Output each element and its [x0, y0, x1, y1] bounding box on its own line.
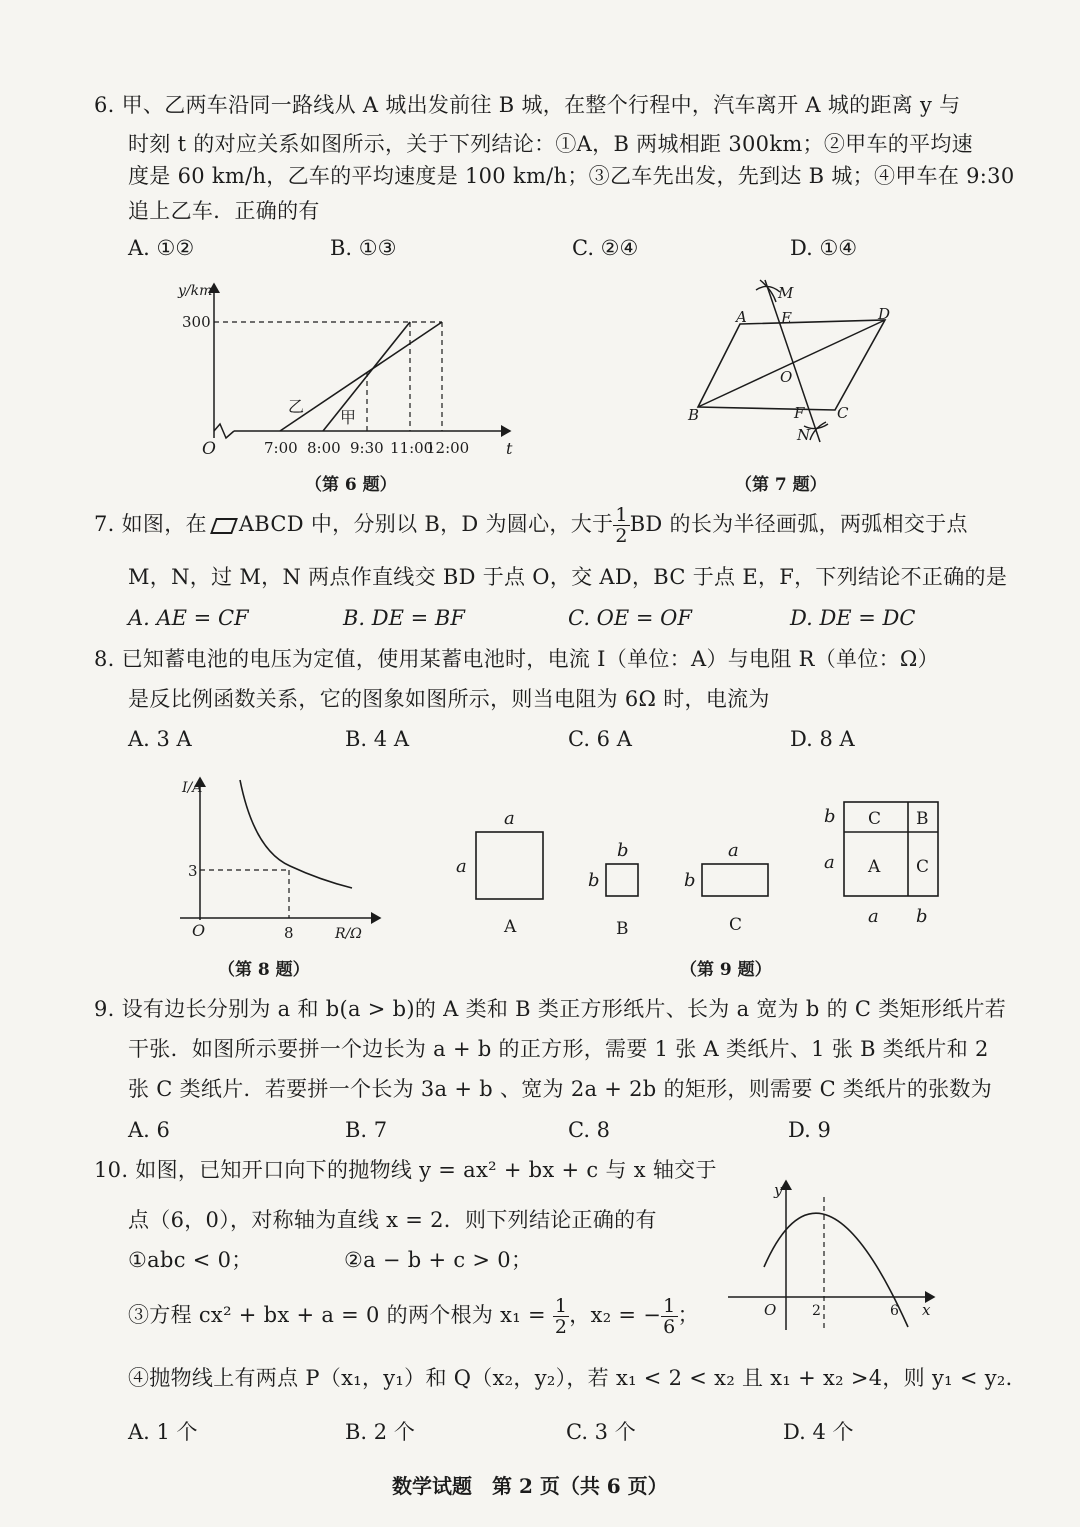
q9-c-left-label: b: [684, 870, 696, 891]
q9-card-b-square: [606, 864, 638, 896]
q10-line-1: 10. 如图，已知开口向下的抛物线 y = ax² + bx + c 与 x 轴交于: [94, 1158, 717, 1182]
q9-composite-bottom-b: b: [916, 906, 928, 927]
parallelogram-icon: [210, 518, 238, 534]
q10-item-3-pre: ③方程 cx² + bx + a = 0 的两个根为 x₁ =: [128, 1303, 546, 1327]
q8-caption: （第 8 题）: [218, 960, 310, 980]
q9-option-b[interactable]: B. 7: [345, 1118, 388, 1142]
q10-fraction-half: $\frac{1}{2}$: [554, 1295, 568, 1338]
q7-line-1-mid: ABCD 中，分别以 B，D 为圆心，大于: [238, 512, 614, 536]
q10-item-3: [128, 1290, 699, 1340]
q6-line-2: 时刻 t 的对应关系如图所示，关于下列结论：①A，B 两城相距 300km；②甲车的平均速: [128, 132, 973, 156]
q7-option-d[interactable]: D. DE = DC: [790, 606, 916, 630]
q9-caption: （第 9 题）: [680, 960, 772, 980]
q9-composite-left-a: a: [824, 852, 835, 873]
q8-x-label: R/Ω: [335, 926, 362, 942]
q9-card-a-square: [476, 832, 543, 899]
q6-origin: O: [202, 439, 216, 459]
q10-y-label: y: [774, 1181, 783, 1199]
q9-line-3: 张 C 类纸片．若要拼一个长为 3a + b 、宽为 2a + 2b 的矩形，则需要 C 类纸片的张数为: [128, 1077, 993, 1101]
q7-line-1-pre: 7. 如图，在: [94, 512, 207, 536]
q9-composite-c-right: C: [916, 857, 930, 877]
q7-option-a[interactable]: A. AE = CF: [128, 606, 249, 630]
q6-distance-time-graph: [178, 278, 530, 468]
q9-composite-bottom-a: a: [868, 906, 879, 927]
q6-axis-break: [214, 424, 234, 438]
q9-composite-c-top: C: [868, 809, 882, 829]
q8-line-2: 是反比例函数关系，它的图象如图所示，则当电阻为 6Ω 时，电流为: [128, 687, 770, 711]
q7-caption: （第 7 题）: [735, 475, 827, 495]
q6-y-label: y/km: [178, 283, 213, 299]
q7-point-c: C: [837, 404, 849, 422]
q10-item-3-mid: ，x₂ = −: [569, 1303, 662, 1327]
q10-option-d[interactable]: D. 4 个: [783, 1420, 854, 1444]
q9-c-top-label: a: [728, 840, 739, 861]
q9-a-left-label: a: [456, 856, 467, 877]
q10-item-4: ④抛物线上有两点 P（x₁，y₁）和 Q（x₂，y₂），若 x₁ < 2 < x₂ 且 x₁ + x₂ >4，则 y₁ < y₂．: [128, 1366, 1027, 1390]
q7-diagonal-bd: [698, 320, 885, 407]
q10-parabola-graph: [720, 1175, 940, 1335]
q8-inverse-graph: [170, 770, 385, 950]
q6-x-tick-1100: 11:00: [390, 439, 434, 457]
q10-item-2: ②a − b + c > 0；: [344, 1248, 533, 1272]
q7-parallelogram-figure: [680, 272, 910, 447]
q10-tick-6: 6: [890, 1303, 899, 1319]
q10-line-2: 点（6，0），对称轴为直线 x = 2．则下列结论正确的有: [128, 1208, 657, 1232]
q6-option-b[interactable]: B. ①③: [330, 236, 397, 260]
q10-fraction-sixth: $\frac{1}{6}$: [663, 1295, 676, 1338]
q7-line-mn: [765, 280, 820, 442]
q10-item-3-post: ；: [677, 1303, 699, 1327]
q9-composite-a: A: [868, 857, 881, 877]
q10-origin: O: [764, 1301, 777, 1319]
q7-point-b: B: [688, 406, 700, 424]
q8-curve: [240, 780, 352, 888]
q6-line-1: 6. 甲、乙两车沿同一路线从 A 城出发前往 B 城，在整个行程中，汽车离开 A 城的距离 y 与: [94, 93, 961, 117]
q9-line-1: 9. 设有边长分别为 a 和 b(a > b)的 A 类和 B 类正方形纸片、长为 a 宽为 b 的 C 类矩形纸片若: [94, 997, 1007, 1021]
q6-x-tick-700: 7:00: [264, 439, 298, 457]
q7-line-2: M，N，过 M，N 两点作直线交 BD 于点 O，交 AD，BC 于点 E，F，下列结论不正确的是: [128, 565, 1008, 589]
q9-option-c[interactable]: C. 8: [568, 1118, 611, 1142]
q7-option-b[interactable]: B. DE = BF: [343, 606, 465, 630]
q6-x-tick-800: 8:00: [307, 439, 341, 457]
q7-point-m: M: [778, 284, 794, 302]
q7-point-n: N: [797, 426, 811, 444]
q9-line-2: 干张．如图所示要拼一个边长为 a + b 的正方形，需要 1 张 A 类纸片、1 张 B 类纸片和 2: [128, 1037, 989, 1061]
q9-cards-figure: [450, 800, 950, 950]
q6-line-yi: [280, 322, 442, 431]
q9-option-a[interactable]: A. 6: [128, 1118, 170, 1142]
q8-option-a[interactable]: A. 3 A: [128, 727, 192, 751]
q9-b-left-label: b: [588, 870, 600, 891]
q8-option-d[interactable]: D. 8 A: [790, 727, 855, 751]
q9-option-d[interactable]: D. 9: [788, 1118, 831, 1142]
page-footer: 数学试题 第 2 页（共 6 页）: [392, 1474, 668, 1498]
q6-option-d[interactable]: D. ①④: [790, 236, 858, 260]
q8-y-label: I/A: [182, 780, 203, 796]
q6-caption: （第 6 题）: [305, 475, 397, 495]
q9-a-top-label: a: [504, 808, 515, 829]
q10-item-1: ①abc < 0；: [128, 1248, 253, 1272]
q6-option-c[interactable]: C. ②④: [572, 236, 639, 260]
q6-label-jia: 甲: [340, 408, 357, 427]
q7-option-c[interactable]: C. OE = OF: [568, 606, 692, 630]
q9-b-top-label: b: [617, 840, 629, 861]
q10-option-c[interactable]: C. 3 个: [566, 1420, 636, 1444]
q6-line-4: 追上乙车．正确的有: [128, 199, 320, 223]
q10-option-b[interactable]: B. 2 个: [345, 1420, 415, 1444]
q6-label-yi: 乙: [288, 397, 305, 416]
q8-x-tick: 8: [284, 924, 294, 942]
q8-option-c[interactable]: C. 6 A: [568, 727, 632, 751]
q8-y-tick: 3: [188, 862, 198, 880]
q7-fraction-half: $\frac{1}{2}$: [615, 504, 628, 547]
q10-tick-2: 2: [812, 1303, 821, 1319]
q8-line-1: 8. 已知蓄电池的电压为定值，使用某蓄电池时，电流 I（单位：A）与电阻 R（单位：Ω）: [94, 647, 939, 671]
q7-point-f: F: [794, 404, 805, 422]
q8-origin: O: [192, 921, 206, 940]
q7-point-a: A: [736, 308, 747, 326]
q7-line-1-post: BD 的长为半径画弧，两弧相交于点: [629, 512, 968, 536]
q7-point-o: O: [780, 368, 793, 386]
q7-point-d: D: [878, 305, 891, 323]
q7-point-e: E: [781, 309, 792, 327]
q6-x-label: t: [506, 439, 513, 458]
q9-c-caption: C: [729, 915, 743, 935]
q7-line-1: [94, 504, 968, 546]
q8-option-b[interactable]: B. 4 A: [345, 727, 409, 751]
q6-option-a[interactable]: A. ①②: [128, 236, 195, 260]
q9-card-c-rect: [702, 864, 768, 896]
q9-b-caption: B: [616, 919, 629, 939]
q10-x-label: x: [922, 1301, 931, 1319]
q6-x-tick-1200: 12:00: [426, 439, 470, 457]
q6-y-tick-300: 300: [182, 313, 211, 331]
q9-composite-b: B: [916, 809, 929, 829]
q9-a-caption: A: [504, 917, 517, 937]
q10-option-a[interactable]: A. 1 个: [128, 1420, 198, 1444]
q6-x-tick-930: 9:30: [350, 439, 384, 457]
q9-composite-left-b: b: [824, 806, 836, 827]
q6-line-3: 度是 60 km/h，乙车的平均速度是 100 km/h；③乙车先出发，先到达 B 城；④甲车在 9:30: [128, 164, 1015, 188]
